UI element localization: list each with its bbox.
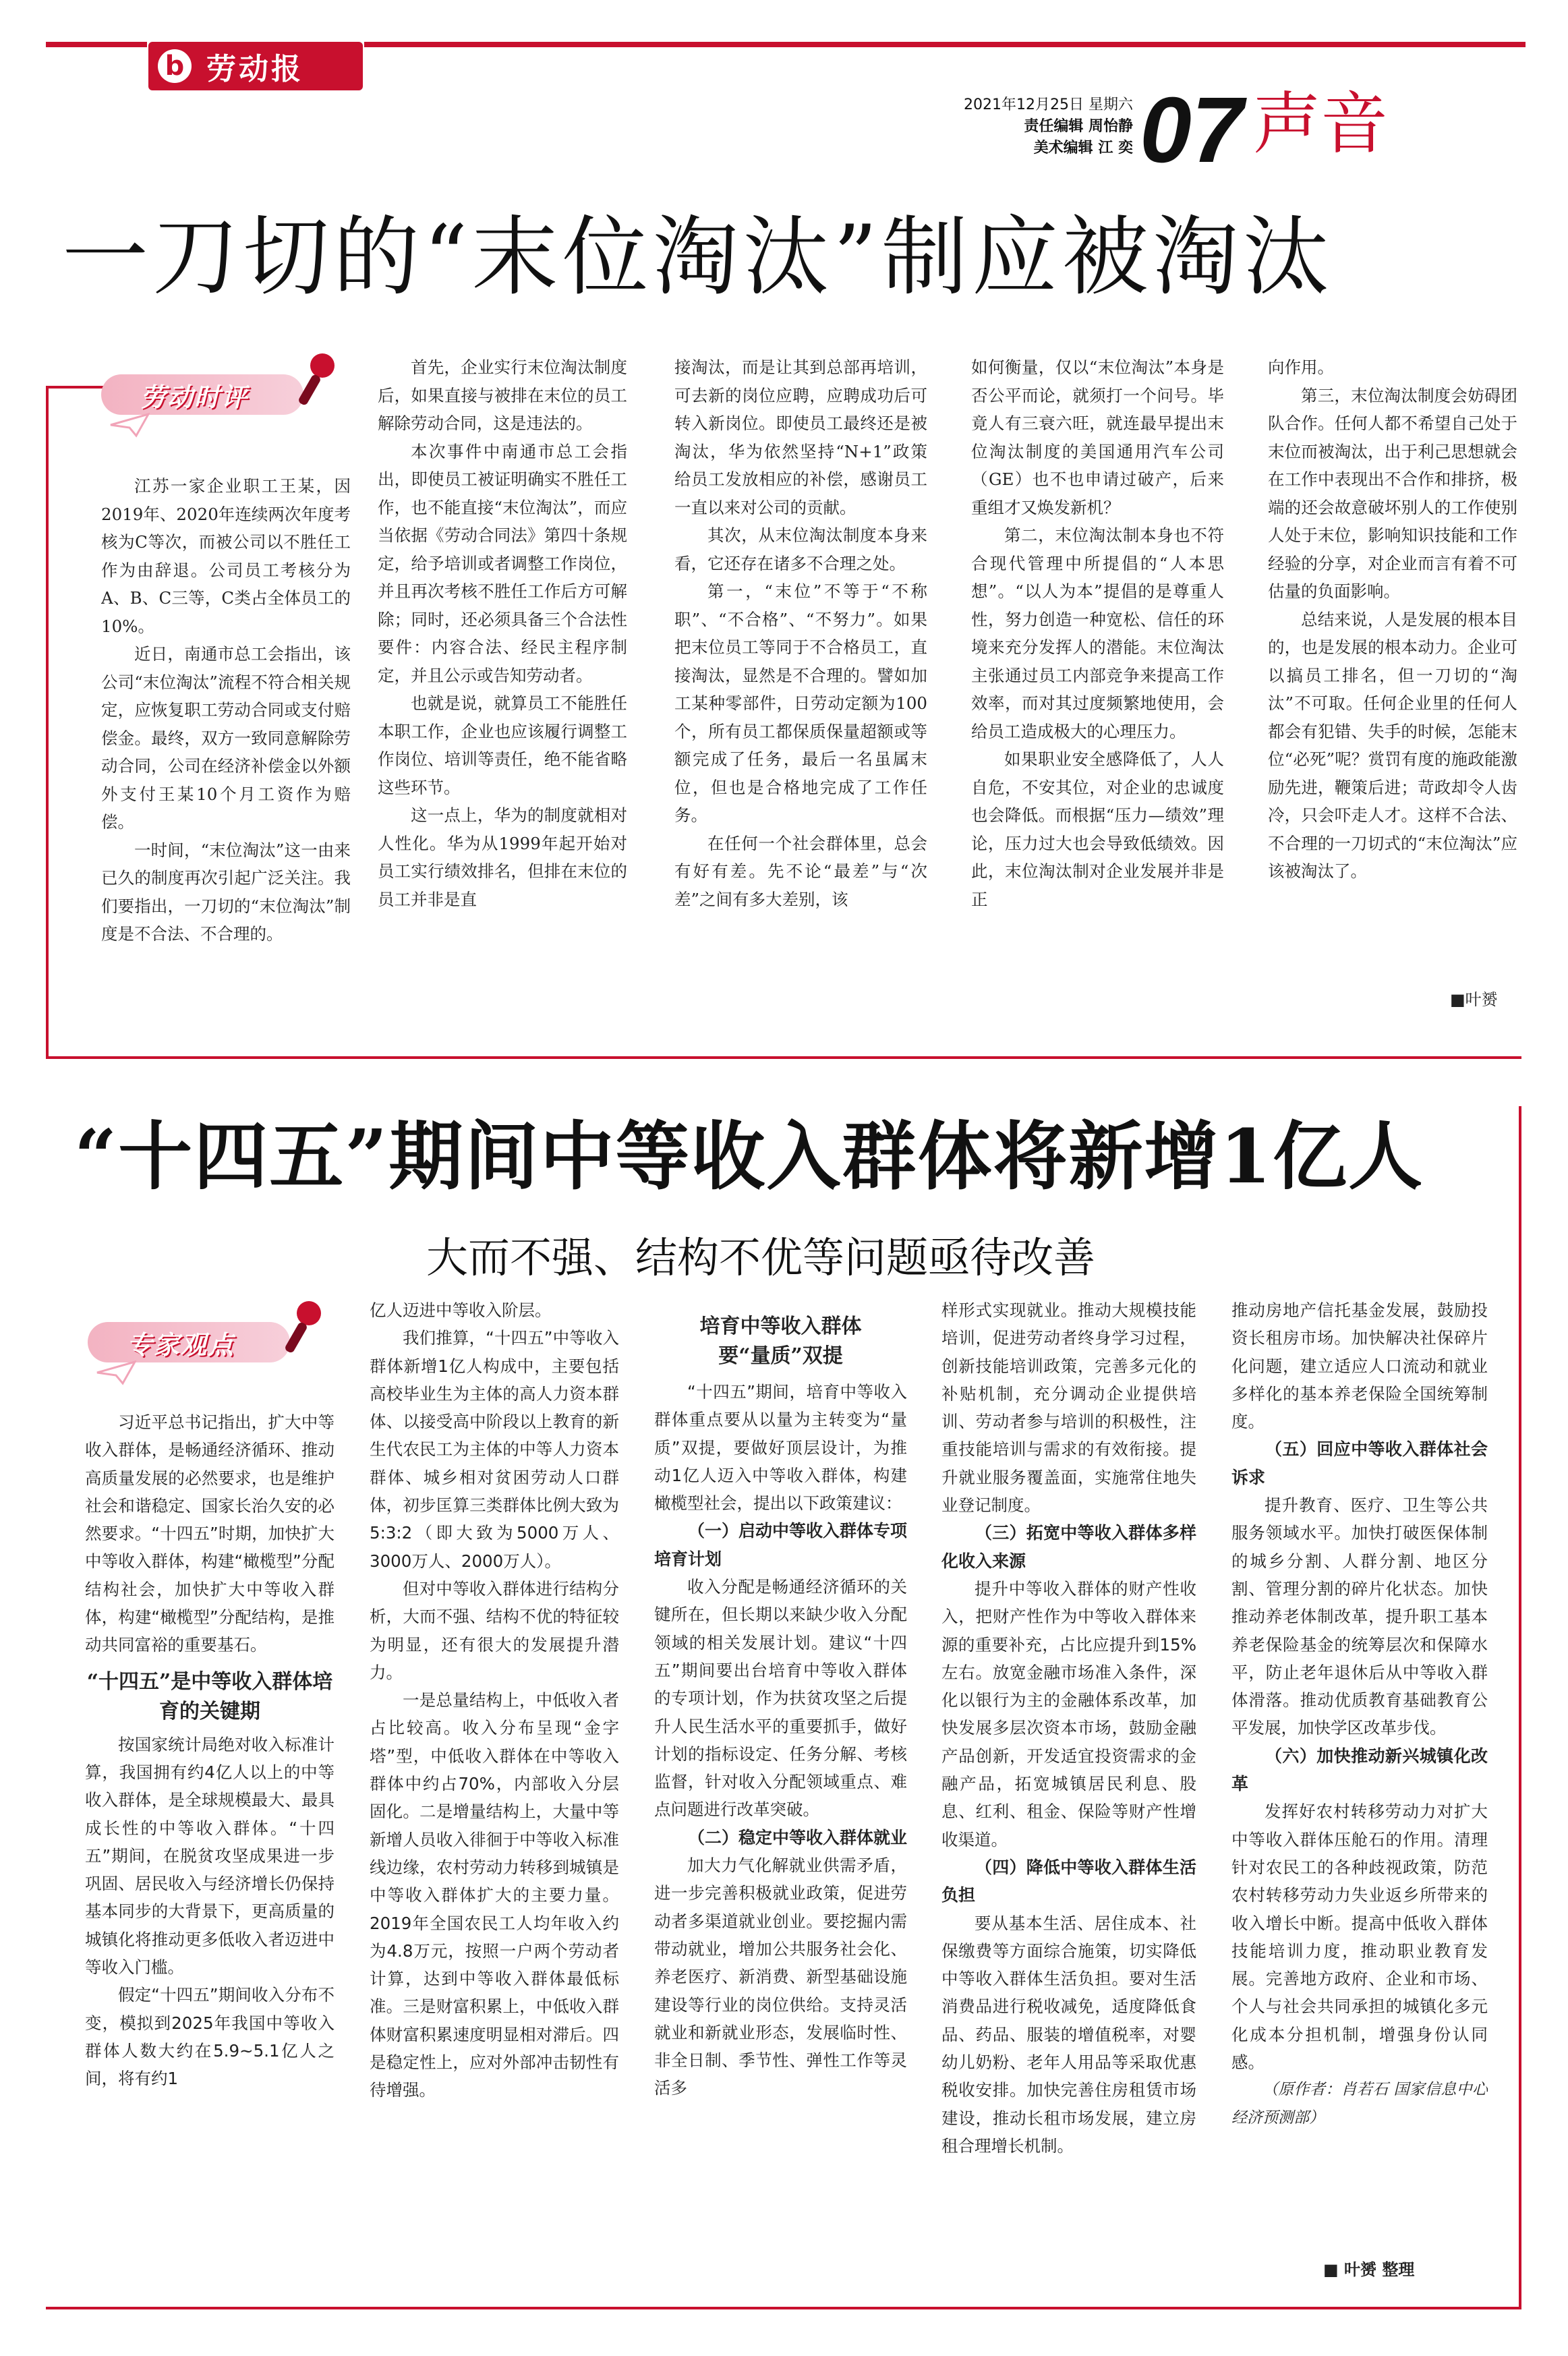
article2-section-heading: 培育中等收入群体: [699, 1315, 862, 1338]
article1-paragraph: 一时间，“末位淘汰”这一由来已久的制度再次引起广泛关注。我们要指出，一刀切的“末位淘汰”制度是不合法、不合理的。: [101, 840, 351, 944]
responsible-editor: 责任编辑 周怡静: [1024, 118, 1133, 135]
article2-paragraph: 但对中等收入群体进行结构分析，大而不强、结构不优的特征较为明显，还有很大的发展提升潜力。: [370, 1578, 619, 1682]
article2-col-4: [941, 1296, 1196, 2301]
top-rule-right: [364, 42, 1526, 47]
section-name: 声音: [1253, 84, 1388, 163]
article2-subheading: （三）拓宽中等收入群体多样化收入来源: [941, 1523, 1196, 1571]
article1-paragraph: 江苏一家企业职工王某，因2019年、2020年连续两次年度考核为C等次，而被公司以不胜任工作为由辞退。公司员工考核分为A、B、C三等，C类占全体员工的10%。: [101, 476, 351, 636]
article1-paragraph: 本次事件中南通市总工会指出，即使员工被证明确实不胜任工作，也不能直接“末位淘汰”，而应当依据《劳动合同法》第四十条规定，给予培训或者调整工作岗位，并且再次考核不胜任工作后方可解除；同时，还必须具备三个合法性要件：内容合法、经民主程序制定，并且公示或告知劳动者。: [378, 441, 627, 685]
article1-author: ■叶赟: [1450, 990, 1498, 1009]
article1-badge: [101, 374, 303, 415]
article2-badge-label: 专家观点: [127, 1329, 235, 1360]
article2-paragraph: 按国家统计局绝对收入标准计算，我国拥有约4亿人以上的中等收入群体，是全球规模最大、最具成长性的中等收入群体。“十四五”期间，在脱贫攻坚成果进一步巩固、居民收入与经济增长仍保持基本同步的大背景下，更高质量的城镇化将推动更多低收入者迈进中等收入门槛。: [85, 1734, 335, 1978]
issue-meta: [843, 94, 1133, 159]
article1-paragraph: 这一点上，华为的制度就相对人性化。华为从1999年起开始对员工实行绩效排名，但排在末位的员工并非是直: [378, 805, 627, 909]
article2-editor: ■ 叶赟 整理: [1323, 2260, 1415, 2279]
article2-subheading: （二）稳定中等收入群体就业: [688, 1827, 907, 1847]
article1-badge-label: 劳动时评: [140, 382, 249, 412]
article2-paragraph: 收入分配是畅通经济循环的关键所在，但长期以来缺少收入分配领域的相关发展计划。建议“十四五”期间要出台培育中等收入群体的专项计划，作为扶贫攻坚之后提升人民生活水平的重要抓手，做好计划的指标设定、任务分解、考核监督，针对收入分配领域重点、难点问题进行改革突破。: [654, 1577, 907, 1820]
article2-paragraph: 发挥好农村转移劳动力对扩大中等收入群体压舱石的作用。清理针对农民工的各种歧视政策，防范农村转移劳动力失业返乡所带来的收入增长中断。提高中低收入群体技能培训力度，推动职业教育发展。完善地方政府、企业和市场、个人与社会共同承担的城镇化多元化成本分担机制，增强身份认同感。: [1231, 1802, 1488, 2073]
article2-subheading: （四）降低中等收入群体生活负担: [941, 1857, 1196, 1905]
newspaper-logo[interactable]: [148, 42, 363, 90]
article1-paragraph: 也就是说，就算员工不能胜任本职工作，企业也应该履行调整工作岗位、培训等责任，绝不能省略这些环节。: [378, 693, 627, 797]
article1-paragraph: 如果职业安全感降低了，人人自危，不安其位，对企业的忠诚度也会降低。而根据“压力—绩效”理论，压力过大也会导致低绩效。因此，末位淘汰制对企业发展并非是正: [971, 749, 1224, 909]
page-number: 07: [1140, 78, 1244, 182]
article2-paragraph: 提升中等收入群体的财产性收入，把财产性作为中等收入群体来源的重要补充，占比应提升到15%左右。放宽金融市场准入条件，深化以银行为主的金融体系改革，加快发展多层次资本市场，鼓励金融产品创新，开发适宜投资需求的金融产品，拓宽城镇居民利息、股息、红利、租金、保险等财产性增收渠道。: [941, 1578, 1196, 1849]
article1-paragraph: 第二，末位淘汰制本身也不符合现代管理中所提倡的“人本思想”。“以人为本”提倡的是尊重人性，努力创造一种宽松、信任的环境来充分发挥人的潜能。末位淘汰主张通过员工内部竞争来提高工作效率，而对其过度频繁地使用，会给员工造成极大的心理压力。: [971, 525, 1224, 741]
article1-col-2: [378, 353, 627, 1014]
article1-col-5: [1268, 353, 1517, 981]
article1-paragraph: 第三，末位淘汰制度会妨碍团队合作。任何人都不希望自己处于末位而被淘汰，出于利己思想就会在工作中表现出不合作和排挤，极端的还会故意破坏别人的工作使别人处于末位，影响知识技能和工作经验的分享，对企业而言有着不可估量的负面影响。: [1268, 385, 1517, 601]
article1-col-3: [674, 353, 927, 1014]
article1-paragraph: 向作用。: [1268, 357, 1334, 377]
article2-paragraph: 一是总量结构上，中低收入者占比较高。收入分布呈现“金字塔”型，中低收入群体在中等收入群体中约占70%，内部收入分层固化。二是增量结构上，大量中等新增人员收入徘徊于中等收入标准线边缘，农村劳动力转移到城镇是中等收入群体扩大的主要力量。2019年全国农民工人均年收入约为4.8万元，按照一户两个劳动者计算，达到中等收入群体最低标准。三是财富积累上，中低收入群体财富积累速度明显相对滞后。四是稳定性上，应对外部冲击韧性有待增强。: [370, 1690, 619, 2100]
top-rule-left: [46, 42, 147, 47]
article1-paragraph: 近日，南通市总工会指出，该公司“末位淘汰”流程不符合相关规定，应恢复职工劳动合同或支付赔偿金。最终，双方一致同意解除劳动合同，公司在经济补偿金以外额外支付王某10个月工资作为赔偿。: [101, 644, 351, 832]
article1-col-4: [971, 353, 1224, 1014]
article2-paragraph: 样形式实现就业。推动大规模技能培训，促进劳动者终身学习过程，创新技能培训政策，完善多元化的补贴机制，充分调动企业提供培训、劳动者参与培训的积极性，注重技能培训与需求的有效衔接。提升就业服务覆盖面，实施常住地失业登记制度。: [941, 1300, 1196, 1516]
article2-paragraph: “十四五”期间，培育中等收入群体重点要从以量为主转变为“量质”双提，要做好顶层设计，为推动1亿人迈入中等收入群体，构建橄榄型社会，提出以下政策建议：: [654, 1382, 907, 1514]
article1-headline: 一刀切的“末位淘汰”制应被淘汰: [62, 207, 1333, 308]
article1-paragraph: 第一，“末位”不等于“不称职”、“不合格”、“不努力”。如果把末位员工等同于不合格员工，直接淘汰，显然是不合理的。譬如加工某种零部件，日劳动定额为100个，所有员工都保质保量超额或等额完成了任务，最后一名虽属末位，但也是合格地完成了工作任务。: [674, 581, 927, 825]
logo-text: 劳动报: [206, 52, 303, 86]
article2-source: （原作者：肖若石 国家信息中心经济预测部）: [1231, 2081, 1488, 2127]
article1-paragraph: 首先，企业实行末位淘汰制度后，如果直接与被排在末位的员工解除劳动合同，这是违法的。: [378, 357, 627, 433]
paper-plane-icon: [96, 1359, 136, 1386]
article2-badge: [88, 1322, 290, 1362]
microphone-icon: [295, 351, 339, 411]
article1-col-1: [101, 472, 351, 1012]
article2-paragraph: 加大力气化解就业供需矛盾，进一步完善积极就业政策，促进劳动者多渠道就业创业。要挖掘内需带动就业，增加公共服务社会化、养老医疗、新消费、新型基础设施建设等行业的岗位供给。支持灵活就业和新就业形态，发展临时性、非全日制、季节性、弹性工作等灵活多: [654, 1856, 907, 2098]
logo-mark-icon: b: [158, 49, 192, 83]
article2-paragraph: 我们推算，“十四五”中等收入群体新增1亿人构成中，主要包括高校毕业生为主体的高人力资本群体、以接受高中阶段以上教育的新生代农民工为主体的中等人力资本群体、城乡相对贫困劳动人口群体，初步匡算三类群体比例大致为5:3:2（即大致为5000万人、3000万人、2000万人）。: [370, 1328, 619, 1571]
art-editor: 美术编辑 江 奕: [1033, 140, 1133, 156]
article2-subheading: （五）回应中等收入群体社会诉求: [1231, 1439, 1488, 1487]
article2-paragraph: 提升教育、医疗、卫生等公共服务领域水平。加快打破医保体制的城乡分割、人群分割、地区分割、管理分割的碎片化状态。加快推动养老体制改革，提升职工基本养老保险基金的统筹层次和保障水平，防止老年退休后从中等收入群体滑落。推动优质教育基础教育公平发展，加快学区改革步伐。: [1231, 1495, 1488, 1738]
article2-subheading: （六）加快推动新兴城镇化改革: [1231, 1746, 1488, 1794]
article2-paragraph: 习近平总书记指出，扩大中等收入群体，是畅通经济循环、推动高质量发展的必然要求，也是维护社会和谐稳定、国家长治久安的必然要求。“十四五”时期，加快扩大中等收入群体，构建“橄榄型”分配结构社会，加快扩大中等收入群体，构建“橄榄型”分配结构，是推动共同富裕的重要基石。: [85, 1412, 335, 1655]
microphone-icon: [282, 1298, 325, 1359]
article2-col-3: [654, 1312, 907, 2303]
article2-subheading: （一）启动中等收入群体专项培育计划: [654, 1521, 907, 1569]
article2-paragraph: 推动房地产信托基金发展，鼓励投资长租房市场。加快解决社保碎片化问题，建立适应人口流动和就业多样化的基本养老保险全国统筹制度。: [1231, 1300, 1488, 1432]
article1-paragraph: 其次，从末位淘汰制度本身来看，它还存在诸多不合理之处。: [674, 525, 927, 573]
article2-paragraph: 假定“十四五”期间收入分布不变，模拟到2025年我国中等收入群体人数大约在5.9~5.1亿人之间，将有约1: [85, 1985, 335, 2089]
article2-subheadline: 大而不强、结构不优等问题亟待改善: [426, 1233, 1096, 1282]
article2-paragraph: 要从基本生活、居住成本、社保缴费等方面综合施策，切实降低中等收入群体生活负担。要对生活消费品进行税收减免，适度降低食品、药品、服装的增值税率，对婴幼儿奶粉、老年人用品等采取优惠税收安排。加快完善住房租赁市场建设，推动长租市场发展，建立房租合理增长机制。: [941, 1913, 1196, 2156]
article1-paragraph: 接淘汰，而是让其到总部再培训，可去新的岗位应聘，应聘成功后可转入新岗位。即使员工最终还是被淘汰，华为依然坚持“N+1”政策给员工发放相应的补偿，感谢员工一直以来对公司的贡献。: [674, 357, 927, 517]
article2-headline: “十四五”期间中等收入群体将新增1亿人: [74, 1113, 1424, 1200]
paper-plane-icon: [109, 411, 150, 438]
article2-col-1: [85, 1408, 335, 2299]
article1-paragraph: 总结来说，人是发展的根本目的，也是发展的根本动力。企业可以搞员工排名，但一刀切的“淘汰”不可取。任何企业里的任何人都会有犯错、失手的时候，怎能末位“必死”呢？赏罚有度的施政能激励先进，鞭策后进；苛政却令人齿冷，只会吓走人才。这样不合法、不合理的一刀切式的“末位淘汰”应该被淘汰了。: [1268, 609, 1517, 881]
article2-bottom-rule: [46, 2307, 1521, 2309]
article2-col-2: [370, 1296, 619, 2301]
article2-section-heading: “十四五”是中等收入群体培育的关键期: [86, 1669, 333, 1723]
article2-col-5: [1231, 1296, 1488, 2254]
issue-date: 2021年12月25日 星期六: [964, 96, 1133, 113]
article2-section-heading: 要“量质”双提: [718, 1344, 843, 1368]
article2-paragraph: 亿人迈进中等收入阶层。: [370, 1300, 552, 1320]
article1-paragraph: 如何衡量，仅以“末位淘汰”本身是否公平而论，就须打一个问号。毕竟人有三衰六旺，就连最早提出末位淘汰制度的美国通用汽车公司（GE）也不也申请过破产，后来重组才又焕发新机？: [971, 357, 1224, 517]
article1-paragraph: 在任何一个社会群体里，总会有好有差。先不论“最差”与“次差”之间有多大差别，该: [674, 833, 927, 909]
